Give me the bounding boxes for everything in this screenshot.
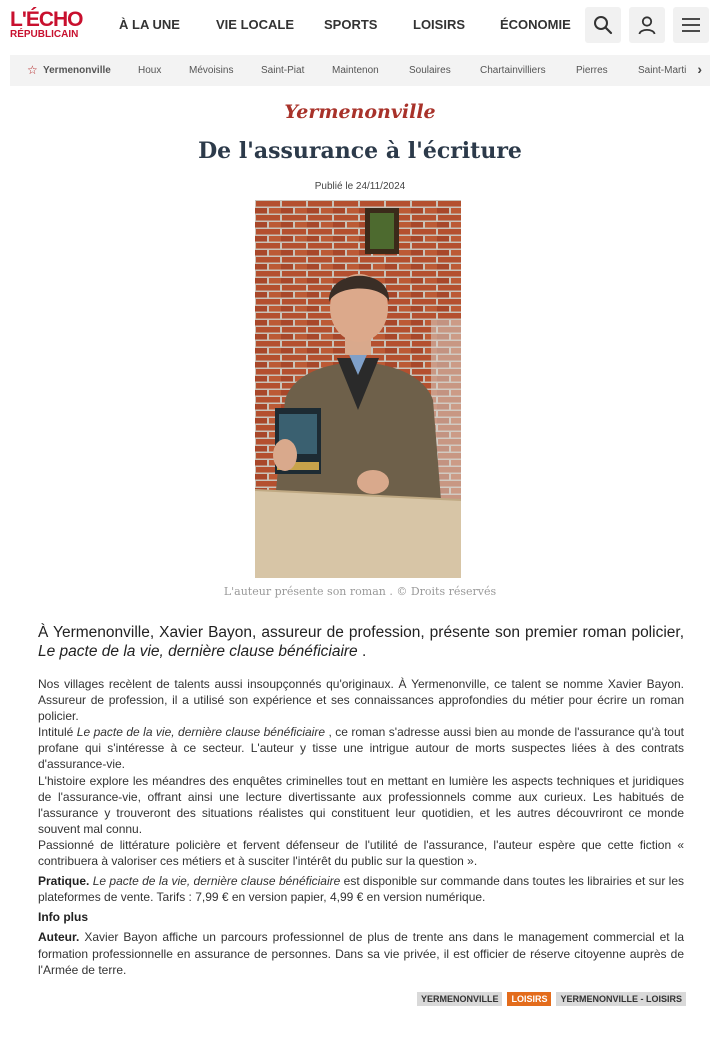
article-tags — [0, 992, 686, 1006]
nav-economie[interactable]: ÉCONOMIE — [500, 17, 571, 32]
locality-item[interactable]: Mévoisins — [189, 65, 234, 76]
lead-book-title: Le pacte de la vie, dernière clause bénéficiaire — [38, 643, 358, 660]
site-logo[interactable] — [10, 10, 90, 42]
photo-caption: L'auteur présente son roman . © Droits réservés — [223, 585, 497, 598]
pratique-text: est disponible sur commande dans toutes les librairies et sur les plateformes de vente. Tarifs : 7,99 € en version papier, 4,99 € en version numérique. — [38, 874, 684, 905]
chevron-right-icon[interactable]: › — [697, 61, 702, 77]
search-icon — [593, 15, 613, 35]
auteur-text: Xavier Bayon affiche un parcours professionnel de plus de trente ans dans le management commercial et la formation professionnelle en assurance de personnes. Dans sa vie privée, il est officier de réserve citoyenne auprès de l'Armée de terre. — [38, 930, 684, 977]
info-plus-label: Info plus — [38, 910, 88, 925]
article-lead — [38, 623, 684, 661]
nav-loisirs[interactable]: LOISIRS — [413, 17, 466, 32]
tag-yermenonville-loisirs[interactable]: YERMENONVILLE - LOISIRS — [556, 992, 686, 1006]
tag-yermenonville[interactable]: YERMENONVILLE — [417, 992, 503, 1006]
site-header — [0, 0, 720, 50]
search-button[interactable] — [585, 7, 621, 43]
author-photo-illustration — [255, 200, 461, 578]
article-kicker[interactable]: Yermenonville — [284, 101, 436, 123]
tag-loisirs[interactable]: LOISIRS — [507, 992, 551, 1006]
article-photo[interactable] — [255, 200, 461, 578]
locality-active[interactable]: Yermenonville — [43, 65, 111, 76]
menu-button[interactable] — [673, 7, 709, 43]
locality-item[interactable]: Houx — [138, 65, 162, 76]
p2-start: Intitulé — [38, 725, 77, 740]
account-button[interactable] — [629, 7, 665, 43]
article-body — [38, 676, 684, 978]
locality-item[interactable]: Chartainvilliers — [480, 65, 546, 76]
pratique-label: Pratique. — [38, 874, 90, 889]
user-icon — [637, 15, 657, 35]
paragraph-1: Nos villages recèlent de talents aussi insoupçonnés qu'originaux. À Yermenonville, ce talent se nomme Xavier Bayon. Assureur de profession, il a utilisé son expérience et ses connaissances approfondies du métier pour écrire un roman policier. — [38, 677, 684, 724]
locality-item[interactable]: Pierres — [576, 65, 608, 76]
locality-item[interactable]: Maintenon — [332, 65, 379, 76]
pratique-paragraph — [38, 873, 684, 905]
nav-a-la-une[interactable]: À LA UNE — [119, 17, 180, 32]
pratique-book-title: Le pacte de la vie, dernière clause bénéficiaire — [92, 874, 341, 889]
star-icon[interactable]: ☆ — [27, 63, 38, 77]
info-plus-heading — [38, 909, 684, 925]
publish-date: Publié le 24/11/2024 — [314, 181, 406, 192]
lead-end: . — [357, 643, 367, 660]
nav-vie-locale[interactable]: VIE LOCALE — [216, 17, 295, 32]
paragraph-3: L'histoire explore les méandres des enquêtes criminelles tout en mettant en lumière les aspects techniques et juridiques de l'assurance-vie, offrant ainsi une lecture divertissante aux professionnels comme aux curieux. Les habitués de l'assurance y trouveront des situations réalistes qui constituent leur quotidien, et les autres découvriront ce monde souvent mal connu. — [38, 773, 684, 836]
p2-book-title: Le pacte de la vie, dernière clause bénéficiaire — [76, 725, 326, 740]
auteur-paragraph — [38, 929, 684, 977]
locality-bar — [10, 55, 710, 86]
menu-icon — [681, 16, 701, 34]
auteur-label: Auteur. — [38, 930, 80, 945]
p2-end: , ce roman s'adresse aussi bien au monde de l'assurance qu'à tout profane qui s'intéresse à ce secteur. L'auteur y tisse une intrigue autour de morts suspectes liées à des contrats d'assurance-vie. — [38, 725, 684, 772]
article-title: De l'assurance à l'écriture — [198, 138, 522, 164]
locality-item[interactable]: Saint-Marti — [638, 65, 687, 76]
locality-item[interactable]: Saint-Piat — [261, 65, 305, 76]
nav-sports[interactable]: SPORTS — [324, 17, 378, 32]
logo-line-2: RÉPUBLICAIN — [10, 29, 79, 40]
locality-item[interactable]: Soulaires — [409, 65, 451, 76]
paragraph-4: Passionné de littérature policière et fervent défenseur de l'utilité de l'assurance, l'auteur espère que cette fiction « contribuera à valoriser ces métiers et à susciter l'intérêt du public sur la question ». — [38, 837, 684, 869]
paragraph-2 — [38, 724, 684, 772]
lead-text: À Yermenonville, Xavier Bayon, assureur de profession, présente son premier roman policier, — [38, 624, 684, 641]
logo-line-1: L'ÉCHO — [10, 8, 83, 31]
